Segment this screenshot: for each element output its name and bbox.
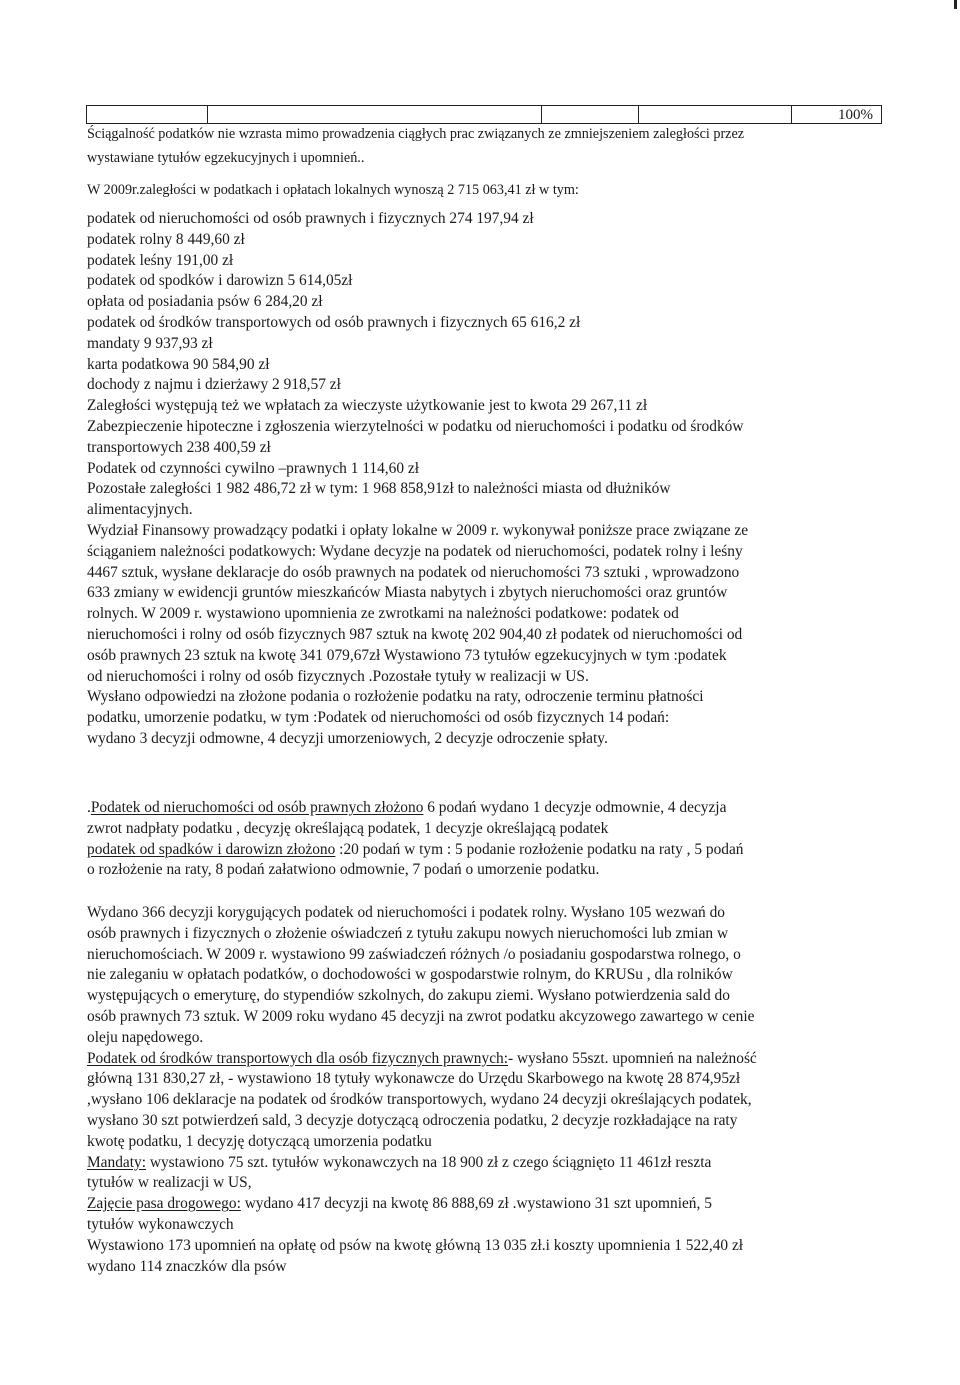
text-line: podatek od środków transportowych od osób prawnych i fizycznych 65 616,2 zł [87, 313, 581, 331]
decisions-paragraph [87, 903, 877, 1277]
text-line: osób prawnych 73 sztuk. W 2009 roku wydano 45 decyzji na zwrot podatku akcyzowego zawartego w cenie [87, 1007, 755, 1025]
text-line: podatek od spodków i darowizn 5 614,05zł [87, 272, 353, 290]
underlined-heading: Podatek od środków transportowych dla osób fizycznych prawnych: [87, 1049, 509, 1067]
text-line: osób prawnych 23 sztuk na kwotę 341 079,67zł Wystawiono 73 tytułów egzekucyjnych w tym :podatek [87, 646, 727, 664]
text-line: rolnych. W 2009 r. wystawiono upomnienia ze zwrotkami na należności podatkowe: podatek od [87, 605, 679, 623]
text-line: nieruchomości i rolny od osób fizycznych 987 sztuk na kwotę 202 904,40 zł podatek od nieruchomości od [87, 625, 743, 643]
percent-value: 100% [838, 107, 873, 123]
underlined-heading: podatek od spadków i darowizn złożono [87, 840, 336, 858]
text-line: W 2009r.zaległości w podatkach i opłatach lokalnych wynoszą 2 715 063,41 zł w tym: [87, 181, 579, 198]
text-line: nieruchomościach. W 2009 r. wystawiono 99 zaświadczeń różnych /o posiadaniu gospodarstwa rolnego, o [87, 945, 741, 963]
text-line: osób prawnych i fizycznych o złożenie oświadczeń z tytułu zakupu nowych nieruchomości lub zmian w [87, 924, 729, 942]
text-line: 4467 sztuk, wysłane deklaracje do osób prawnych na podatek od nieruchomości 73 sztuki , wprowadzono [87, 563, 740, 581]
text-line: oleju napędowego. [87, 1028, 204, 1046]
text-line: Zabezpieczenie hipoteczne i zgłoszenia wierzytelności w podatku od nieruchomości i podatku od środków [87, 417, 744, 435]
text-line: kwotę podatku, 1 decyzję dotyczącą umorzenia podatku [87, 1132, 432, 1150]
text-fragment: wydano 417 decyzji na kwotę 86 888,69 zł .wystawiono 31 szt upomnień, 5 [240, 1195, 712, 1213]
text-line: dochody z najmu i dzierżawy 2 918,57 zł [87, 376, 341, 394]
table-row-fragment [86, 105, 882, 124]
text-line: wydano 3 decyzji odmowne, 4 decyzji umorzeniowych, 2 decyzje odroczenie spłaty. [87, 729, 608, 747]
text-line: występujących o emeryturę, do stypendiów szkolnych, do zakupu ziemi. Wysłano potwierdzenia sald do [87, 987, 730, 1005]
text-line [87, 1194, 877, 1215]
text-line: wydano 114 znaczków dla psów [87, 1257, 287, 1275]
table-cell-divider [638, 106, 639, 123]
text-line [87, 798, 877, 819]
text-line: mandaty 9 937,93 zł [87, 334, 213, 352]
corner-mark [954, 0, 957, 9]
text-line: Wystawiono 173 upomnień na opłatę od psów na kwotę główną 13 035 zł.i koszty upomnienia 1 522,40 zł [87, 1236, 744, 1254]
text-line: podatek od nieruchomości od osób prawnych i fizycznych 274 197,94 zł [87, 210, 534, 227]
text-line: tytułów w realizacji w US, [87, 1174, 252, 1192]
text-line: Zaległości występują też we wpłatach za wieczyste użytkowanie jest to kwota 29 267,11 zł [87, 397, 648, 415]
text-line: wystawiane tytułów egzekucyjnych i upomnień.. [87, 149, 365, 166]
underlined-heading: Zajęcie pasa drogowego: [87, 1195, 241, 1213]
table-cell-divider [207, 106, 208, 123]
text-line: o rozłożenie na raty, 8 podań załatwiono odmownie, 7 podań o umorzenie podatku. [87, 861, 600, 879]
text-line: podatek leśny 191,00 zł [87, 251, 234, 269]
text-line: podatek rolny 8 449,60 zł [87, 230, 245, 248]
underlined-heading: Mandaty: [87, 1153, 146, 1171]
text-fragment: 6 podań wydano 1 decyzje odmownie, 4 decyzja [423, 799, 727, 816]
text-line: zwrot nadpłaty podatku , decyzję określającą podatek, 1 decyzje określającą podatek [87, 819, 609, 837]
text-line: Ściągalność podatków nie wzrasta mimo prowadzenia ciągłych prac związanych ze zmniejszeniem zaległości przez [87, 126, 745, 142]
text-line: Wydział Finansowy prowadzący podatki i opłaty lokalne w 2009 r. wykonywał poniższe prace związane ze [87, 521, 749, 539]
text-line: opłata od posiadania psów 6 284,20 zł [87, 293, 323, 311]
text-line [87, 1049, 877, 1070]
text-line [87, 840, 877, 861]
text-line: nie zaleganiu w opłatach podatków, o dochodowości w gospodarstwie rolnym, do KRUSu , dla rolników [87, 966, 733, 984]
text-line: Wysłano odpowiedzi na złożone podania o rozłożenie podatku na raty, odroczenie terminu płatności [87, 688, 704, 706]
text-line: podatku, umorzenie podatku, w tym :Podatek od nieruchomości od osób fizycznych 14 podań: [87, 709, 670, 727]
table-cell-divider [541, 106, 542, 123]
text-line: ściąganiem należności podatkowych: Wydane decyzje na podatek od nieruchomości, podatek rolny i leśny [87, 542, 743, 560]
text-fragment: . [87, 799, 91, 816]
text-line: od nieruchomości i rolny od osób fizycznych .Pozostałe tytuły w realizacji w US. [87, 667, 589, 685]
text-line: główną 131 830,27 zł, - wystawiono 18 tytuły wykonawcze do Urzędu Skarbowego na kwotę 28 874,95zł [87, 1070, 741, 1088]
text-fragment: - wysłano 55szt. upomnień na należność [508, 1049, 757, 1067]
text-fragment: :20 podań w tym : 5 podanie rozłożenie podatku na raty , 5 podań [335, 840, 744, 858]
text-line: karta podatkowa 90 584,90 zł [87, 355, 270, 373]
text-line: alimentacyjnych. [87, 501, 193, 519]
text-line: wysłano 30 szt potwierdzeń sald, 3 decyzje dotyczącą odroczenia podatku, 2 decyzje rozkładające na raty [87, 1111, 738, 1129]
intro-paragraph [87, 124, 877, 200]
text-line: tytułów wykonawczych [87, 1215, 234, 1233]
text-line: Wydano 366 decyzji korygujących podatek od nieruchomości i podatek rolny. Wysłano 105 wezwań do [87, 904, 725, 921]
text-line: Pozostałe zaległości 1 982 486,72 zł w tym: 1 968 858,91zł to należności miasta od dłużników [87, 480, 671, 498]
text-line: transportowych 238 400,59 zł [87, 438, 271, 456]
underlined-heading: Podatek od nieruchomości od osób prawnych złożono [90, 799, 424, 816]
text-line: ,wysłano 106 deklaracje na podatek od środków transportowych, wydano 24 decyzji określających podatek, [87, 1091, 752, 1109]
text-line: Podatek od czynności cywilno –prawnych 1 114,60 zł [87, 459, 419, 477]
text-line: 633 zmiany w ewidencji gruntów mieszkańców Miasta nabytych i zbytych nieruchomości oraz gruntów [87, 584, 728, 602]
text-line [87, 1153, 877, 1174]
applications-paragraph [87, 798, 877, 881]
text-fragment: wystawiono 75 szt. tytułów wykonawczych na 18 900 zł z czego ściągnięto 11 461zł reszta [146, 1153, 712, 1171]
arrears-list [87, 209, 877, 750]
table-cell-divider [791, 106, 792, 123]
